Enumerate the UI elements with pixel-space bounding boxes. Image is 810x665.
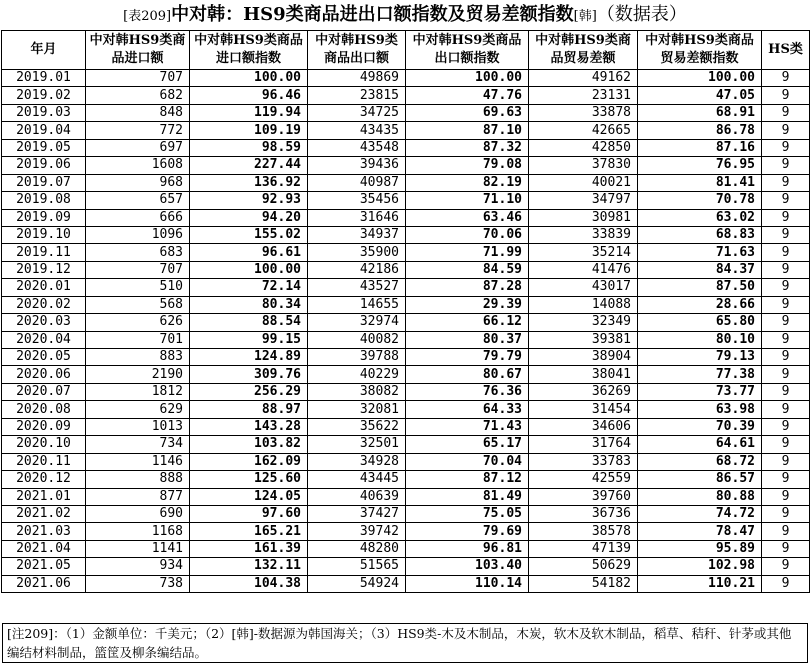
import-value-cell: 707 xyxy=(86,261,190,278)
balance-index-cell: 80.10 xyxy=(638,331,762,348)
export-value-cell: 40229 xyxy=(308,366,406,383)
balance-index-cell: 71.63 xyxy=(638,244,762,261)
hs-class-cell: 9 xyxy=(762,575,810,592)
export-value-cell: 43435 xyxy=(308,122,406,139)
month-cell: 2019.08 xyxy=(2,192,86,209)
export-value-cell: 42186 xyxy=(308,261,406,278)
export-value-cell: 54924 xyxy=(308,575,406,592)
month-cell: 2020.01 xyxy=(2,279,86,296)
hs-class-cell: 9 xyxy=(762,174,810,191)
balance-value-cell: 36736 xyxy=(529,505,638,522)
export-index-cell: 69.63 xyxy=(406,104,529,121)
import-index-cell: 125.60 xyxy=(190,471,308,488)
month-cell: 2021.01 xyxy=(2,488,86,505)
import-index-cell: 99.15 xyxy=(190,331,308,348)
export-index-cell: 103.40 xyxy=(406,558,529,575)
balance-value-cell: 35214 xyxy=(529,244,638,261)
month-cell: 2019.12 xyxy=(2,261,86,278)
table-row xyxy=(2,488,810,505)
balance-index-cell: 64.61 xyxy=(638,436,762,453)
import-value-cell: 738 xyxy=(86,575,190,592)
export-value-cell: 32501 xyxy=(308,436,406,453)
balance-value-cell: 37830 xyxy=(529,157,638,174)
export-value-cell: 40639 xyxy=(308,488,406,505)
month-cell: 2020.06 xyxy=(2,366,86,383)
export-value-cell: 14655 xyxy=(308,296,406,313)
import-value-cell: 772 xyxy=(86,122,190,139)
balance-index-cell: 87.50 xyxy=(638,279,762,296)
month-cell: 2019.10 xyxy=(2,226,86,243)
export-value-cell: 31646 xyxy=(308,209,406,226)
balance-index-cell: 95.89 xyxy=(638,540,762,557)
month-cell: 2021.05 xyxy=(2,558,86,575)
export-index-cell: 64.33 xyxy=(406,401,529,418)
export-index-cell: 70.06 xyxy=(406,226,529,243)
table-row xyxy=(2,575,810,592)
balance-index-cell: 47.05 xyxy=(638,87,762,104)
table-row xyxy=(2,296,810,313)
import-index-cell: 104.38 xyxy=(190,575,308,592)
export-index-cell: 75.05 xyxy=(406,505,529,522)
footnote: [注209]：（1）金额单位：千美元；（2）[韩]-数据源为韩国海关；（3）HS9类-木及木制品，木炭，软木及软木制品，稻草、秸秆、针茅或其他编结材料制品，篮筐及柳条编结品。 xyxy=(2,623,808,663)
month-cell: 2021.03 xyxy=(2,523,86,540)
import-index-cell: 80.34 xyxy=(190,296,308,313)
hs-class-cell: 9 xyxy=(762,70,810,87)
table-row xyxy=(2,418,810,435)
month-cell: 2020.10 xyxy=(2,436,86,453)
balance-value-cell: 49162 xyxy=(529,70,638,87)
import-index-cell: 155.02 xyxy=(190,226,308,243)
balance-index-cell: 84.37 xyxy=(638,261,762,278)
table-row xyxy=(2,349,810,366)
month-cell: 2019.07 xyxy=(2,174,86,191)
table-row xyxy=(2,279,810,296)
import-index-cell: 227.44 xyxy=(190,157,308,174)
balance-index-cell: 81.41 xyxy=(638,174,762,191)
export-index-cell: 70.04 xyxy=(406,453,529,470)
month-cell: 2021.04 xyxy=(2,540,86,557)
table-row xyxy=(2,87,810,104)
balance-index-cell: 78.47 xyxy=(638,523,762,540)
import-index-cell: 94.20 xyxy=(190,209,308,226)
export-index-cell: 87.12 xyxy=(406,471,529,488)
table-row xyxy=(2,174,810,191)
export-value-cell: 35456 xyxy=(308,192,406,209)
table-row xyxy=(2,401,810,418)
month-cell: 2020.08 xyxy=(2,401,86,418)
balance-value-cell: 38578 xyxy=(529,523,638,540)
import-index-cell: 109.19 xyxy=(190,122,308,139)
month-cell: 2020.11 xyxy=(2,453,86,470)
import-index-cell: 256.29 xyxy=(190,383,308,400)
table-row xyxy=(2,314,810,331)
column-header: 中对韩HS9类商品进口额指数 xyxy=(190,31,308,70)
column-header: 中对韩HS9类商品出口额 xyxy=(308,31,406,70)
column-header: 年月 xyxy=(2,31,86,70)
month-cell: 2020.03 xyxy=(2,314,86,331)
balance-index-cell: 68.91 xyxy=(638,104,762,121)
balance-value-cell: 40021 xyxy=(529,174,638,191)
balance-value-cell: 54182 xyxy=(529,575,638,592)
balance-index-cell: 63.02 xyxy=(638,209,762,226)
balance-value-cell: 42850 xyxy=(529,139,638,156)
balance-index-cell: 86.78 xyxy=(638,122,762,139)
export-value-cell: 34937 xyxy=(308,226,406,243)
export-index-cell: 66.12 xyxy=(406,314,529,331)
export-index-cell: 80.37 xyxy=(406,331,529,348)
import-index-cell: 136.92 xyxy=(190,174,308,191)
export-value-cell: 43445 xyxy=(308,471,406,488)
column-header: 中对韩HS9类商品进口额 xyxy=(86,31,190,70)
import-value-cell: 1146 xyxy=(86,453,190,470)
import-value-cell: 683 xyxy=(86,244,190,261)
import-index-cell: 98.59 xyxy=(190,139,308,156)
export-index-cell: 82.19 xyxy=(406,174,529,191)
export-index-cell: 80.67 xyxy=(406,366,529,383)
balance-index-cell: 73.77 xyxy=(638,383,762,400)
balance-index-cell: 63.98 xyxy=(638,401,762,418)
export-value-cell: 51565 xyxy=(308,558,406,575)
title-source-tag: [韩] xyxy=(573,9,597,24)
hs-class-cell: 9 xyxy=(762,209,810,226)
hs-class-cell: 9 xyxy=(762,226,810,243)
table-row xyxy=(2,226,810,243)
import-value-cell: 682 xyxy=(86,87,190,104)
export-value-cell: 35622 xyxy=(308,418,406,435)
hs-class-cell: 9 xyxy=(762,540,810,557)
header-row xyxy=(2,31,810,70)
import-index-cell: 97.60 xyxy=(190,505,308,522)
balance-index-cell: 87.16 xyxy=(638,139,762,156)
balance-value-cell: 33839 xyxy=(529,226,638,243)
balance-index-cell: 74.72 xyxy=(638,505,762,522)
import-index-cell: 143.28 xyxy=(190,418,308,435)
month-cell: 2019.09 xyxy=(2,209,86,226)
hs-class-cell: 9 xyxy=(762,261,810,278)
month-cell: 2019.05 xyxy=(2,139,86,156)
hs-class-cell: 9 xyxy=(762,366,810,383)
export-value-cell: 40082 xyxy=(308,331,406,348)
export-index-cell: 76.36 xyxy=(406,383,529,400)
month-cell: 2019.01 xyxy=(2,70,86,87)
import-value-cell: 1168 xyxy=(86,523,190,540)
export-value-cell: 48280 xyxy=(308,540,406,557)
balance-value-cell: 32349 xyxy=(529,314,638,331)
export-value-cell: 43527 xyxy=(308,279,406,296)
export-value-cell: 34928 xyxy=(308,453,406,470)
month-cell: 2020.07 xyxy=(2,383,86,400)
export-index-cell: 79.08 xyxy=(406,157,529,174)
export-index-cell: 29.39 xyxy=(406,296,529,313)
import-value-cell: 657 xyxy=(86,192,190,209)
table-row xyxy=(2,558,810,575)
export-value-cell: 40987 xyxy=(308,174,406,191)
hs-class-cell: 9 xyxy=(762,244,810,261)
import-index-cell: 119.94 xyxy=(190,104,308,121)
balance-index-cell: 100.00 xyxy=(638,70,762,87)
export-value-cell: 34725 xyxy=(308,104,406,121)
balance-value-cell: 31454 xyxy=(529,401,638,418)
import-index-cell: 124.05 xyxy=(190,488,308,505)
balance-index-cell: 65.80 xyxy=(638,314,762,331)
import-value-cell: 690 xyxy=(86,505,190,522)
import-index-cell: 96.46 xyxy=(190,87,308,104)
table-row xyxy=(2,523,810,540)
column-header: HS类 xyxy=(762,31,810,70)
hs-class-cell: 9 xyxy=(762,122,810,139)
export-index-cell: 47.76 xyxy=(406,87,529,104)
import-value-cell: 1141 xyxy=(86,540,190,557)
title-suffix: （数据表） xyxy=(596,4,687,25)
table-row xyxy=(2,122,810,139)
month-cell: 2020.04 xyxy=(2,331,86,348)
export-value-cell: 37427 xyxy=(308,505,406,522)
month-cell: 2021.06 xyxy=(2,575,86,592)
export-value-cell: 39788 xyxy=(308,349,406,366)
balance-value-cell: 50629 xyxy=(529,558,638,575)
hs-class-cell: 9 xyxy=(762,383,810,400)
month-cell: 2020.12 xyxy=(2,471,86,488)
table-row xyxy=(2,192,810,209)
balance-value-cell: 33783 xyxy=(529,453,638,470)
import-value-cell: 666 xyxy=(86,209,190,226)
import-index-cell: 161.39 xyxy=(190,540,308,557)
balance-value-cell: 36269 xyxy=(529,383,638,400)
balance-value-cell: 33878 xyxy=(529,104,638,121)
title-tag: [表209] xyxy=(123,9,172,24)
hs-class-cell: 9 xyxy=(762,331,810,348)
export-index-cell: 63.46 xyxy=(406,209,529,226)
export-value-cell: 39742 xyxy=(308,523,406,540)
export-index-cell: 71.43 xyxy=(406,418,529,435)
import-value-cell: 629 xyxy=(86,401,190,418)
hs-class-cell: 9 xyxy=(762,104,810,121)
balance-index-cell: 70.78 xyxy=(638,192,762,209)
export-index-cell: 110.14 xyxy=(406,575,529,592)
export-value-cell: 32081 xyxy=(308,401,406,418)
balance-index-cell: 110.21 xyxy=(638,575,762,592)
table-body xyxy=(2,70,810,593)
balance-value-cell: 30981 xyxy=(529,209,638,226)
hs-class-cell: 9 xyxy=(762,418,810,435)
table-row xyxy=(2,157,810,174)
hs-class-cell: 9 xyxy=(762,139,810,156)
import-value-cell: 2190 xyxy=(86,366,190,383)
table-row xyxy=(2,104,810,121)
import-index-cell: 88.97 xyxy=(190,401,308,418)
balance-value-cell: 42665 xyxy=(529,122,638,139)
import-index-cell: 72.14 xyxy=(190,279,308,296)
table-title xyxy=(0,0,810,30)
import-index-cell: 96.61 xyxy=(190,244,308,261)
import-index-cell: 124.89 xyxy=(190,349,308,366)
import-index-cell: 100.00 xyxy=(190,70,308,87)
hs-class-cell: 9 xyxy=(762,488,810,505)
month-cell: 2019.11 xyxy=(2,244,86,261)
hs-class-cell: 9 xyxy=(762,401,810,418)
balance-index-cell: 70.39 xyxy=(638,418,762,435)
import-value-cell: 883 xyxy=(86,349,190,366)
balance-index-cell: 79.13 xyxy=(638,349,762,366)
table-row xyxy=(2,244,810,261)
month-cell: 2020.05 xyxy=(2,349,86,366)
import-value-cell: 877 xyxy=(86,488,190,505)
import-value-cell: 934 xyxy=(86,558,190,575)
column-header: 中对韩HS9类商品贸易差额指数 xyxy=(638,31,762,70)
data-table xyxy=(1,30,810,593)
import-value-cell: 734 xyxy=(86,436,190,453)
export-value-cell: 38082 xyxy=(308,383,406,400)
import-value-cell: 848 xyxy=(86,104,190,121)
table-row xyxy=(2,383,810,400)
export-index-cell: 71.10 xyxy=(406,192,529,209)
import-index-cell: 88.54 xyxy=(190,314,308,331)
export-index-cell: 96.81 xyxy=(406,540,529,557)
hs-class-cell: 9 xyxy=(762,505,810,522)
export-index-cell: 81.49 xyxy=(406,488,529,505)
export-index-cell: 65.17 xyxy=(406,436,529,453)
table-row xyxy=(2,331,810,348)
month-cell: 2020.09 xyxy=(2,418,86,435)
balance-value-cell: 38904 xyxy=(529,349,638,366)
import-value-cell: 1812 xyxy=(86,383,190,400)
hs-class-cell: 9 xyxy=(762,279,810,296)
balance-index-cell: 102.98 xyxy=(638,558,762,575)
export-index-cell: 84.59 xyxy=(406,261,529,278)
import-index-cell: 132.11 xyxy=(190,558,308,575)
table-row xyxy=(2,453,810,470)
import-index-cell: 162.09 xyxy=(190,453,308,470)
import-value-cell: 701 xyxy=(86,331,190,348)
import-value-cell: 510 xyxy=(86,279,190,296)
column-header: 中对韩HS9类商品贸易差额 xyxy=(529,31,638,70)
balance-value-cell: 47139 xyxy=(529,540,638,557)
balance-index-cell: 76.95 xyxy=(638,157,762,174)
export-value-cell: 23815 xyxy=(308,87,406,104)
export-index-cell: 79.79 xyxy=(406,349,529,366)
table-row xyxy=(2,505,810,522)
balance-value-cell: 34797 xyxy=(529,192,638,209)
table-row xyxy=(2,540,810,557)
balance-value-cell: 38041 xyxy=(529,366,638,383)
hs-class-cell: 9 xyxy=(762,192,810,209)
balance-value-cell: 43017 xyxy=(529,279,638,296)
month-cell: 2019.03 xyxy=(2,104,86,121)
table-row xyxy=(2,436,810,453)
hs-class-cell: 9 xyxy=(762,471,810,488)
import-value-cell: 626 xyxy=(86,314,190,331)
export-value-cell: 39436 xyxy=(308,157,406,174)
import-index-cell: 309.76 xyxy=(190,366,308,383)
export-index-cell: 87.32 xyxy=(406,139,529,156)
export-index-cell: 71.99 xyxy=(406,244,529,261)
month-cell: 2020.02 xyxy=(2,296,86,313)
import-index-cell: 165.21 xyxy=(190,523,308,540)
balance-value-cell: 31764 xyxy=(529,436,638,453)
table-row xyxy=(2,471,810,488)
balance-index-cell: 77.38 xyxy=(638,366,762,383)
export-index-cell: 87.10 xyxy=(406,122,529,139)
month-cell: 2019.02 xyxy=(2,87,86,104)
column-header: 中对韩HS9类商品出口额指数 xyxy=(406,31,529,70)
hs-class-cell: 9 xyxy=(762,558,810,575)
balance-index-cell: 86.57 xyxy=(638,471,762,488)
balance-value-cell: 14088 xyxy=(529,296,638,313)
import-index-cell: 92.93 xyxy=(190,192,308,209)
import-value-cell: 707 xyxy=(86,70,190,87)
hs-class-cell: 9 xyxy=(762,453,810,470)
balance-index-cell: 68.83 xyxy=(638,226,762,243)
balance-value-cell: 42559 xyxy=(529,471,638,488)
export-value-cell: 35900 xyxy=(308,244,406,261)
title-main: 中对韩：HS9类商品进出口额指数及贸易差额指数 xyxy=(171,4,574,25)
export-value-cell: 49869 xyxy=(308,70,406,87)
balance-value-cell: 41476 xyxy=(529,261,638,278)
import-value-cell: 568 xyxy=(86,296,190,313)
export-index-cell: 100.00 xyxy=(406,70,529,87)
import-value-cell: 1608 xyxy=(86,157,190,174)
import-value-cell: 1096 xyxy=(86,226,190,243)
import-value-cell: 697 xyxy=(86,139,190,156)
table-row xyxy=(2,366,810,383)
hs-class-cell: 9 xyxy=(762,157,810,174)
export-index-cell: 79.69 xyxy=(406,523,529,540)
balance-value-cell: 39381 xyxy=(529,331,638,348)
table-row xyxy=(2,261,810,278)
import-value-cell: 888 xyxy=(86,471,190,488)
balance-index-cell: 80.88 xyxy=(638,488,762,505)
table-row xyxy=(2,209,810,226)
month-cell: 2019.06 xyxy=(2,157,86,174)
table-row xyxy=(2,70,810,87)
hs-class-cell: 9 xyxy=(762,349,810,366)
import-value-cell: 968 xyxy=(86,174,190,191)
balance-value-cell: 34606 xyxy=(529,418,638,435)
hs-class-cell: 9 xyxy=(762,436,810,453)
balance-index-cell: 68.72 xyxy=(638,453,762,470)
month-cell: 2019.04 xyxy=(2,122,86,139)
balance-value-cell: 23131 xyxy=(529,87,638,104)
import-index-cell: 103.82 xyxy=(190,436,308,453)
hs-class-cell: 9 xyxy=(762,523,810,540)
import-index-cell: 100.00 xyxy=(190,261,308,278)
hs-class-cell: 9 xyxy=(762,314,810,331)
hs-class-cell: 9 xyxy=(762,87,810,104)
balance-index-cell: 28.66 xyxy=(638,296,762,313)
export-index-cell: 87.28 xyxy=(406,279,529,296)
export-value-cell: 43548 xyxy=(308,139,406,156)
export-value-cell: 32974 xyxy=(308,314,406,331)
hs-class-cell: 9 xyxy=(762,296,810,313)
month-cell: 2021.02 xyxy=(2,505,86,522)
import-value-cell: 1013 xyxy=(86,418,190,435)
table-row xyxy=(2,139,810,156)
balance-value-cell: 39760 xyxy=(529,488,638,505)
